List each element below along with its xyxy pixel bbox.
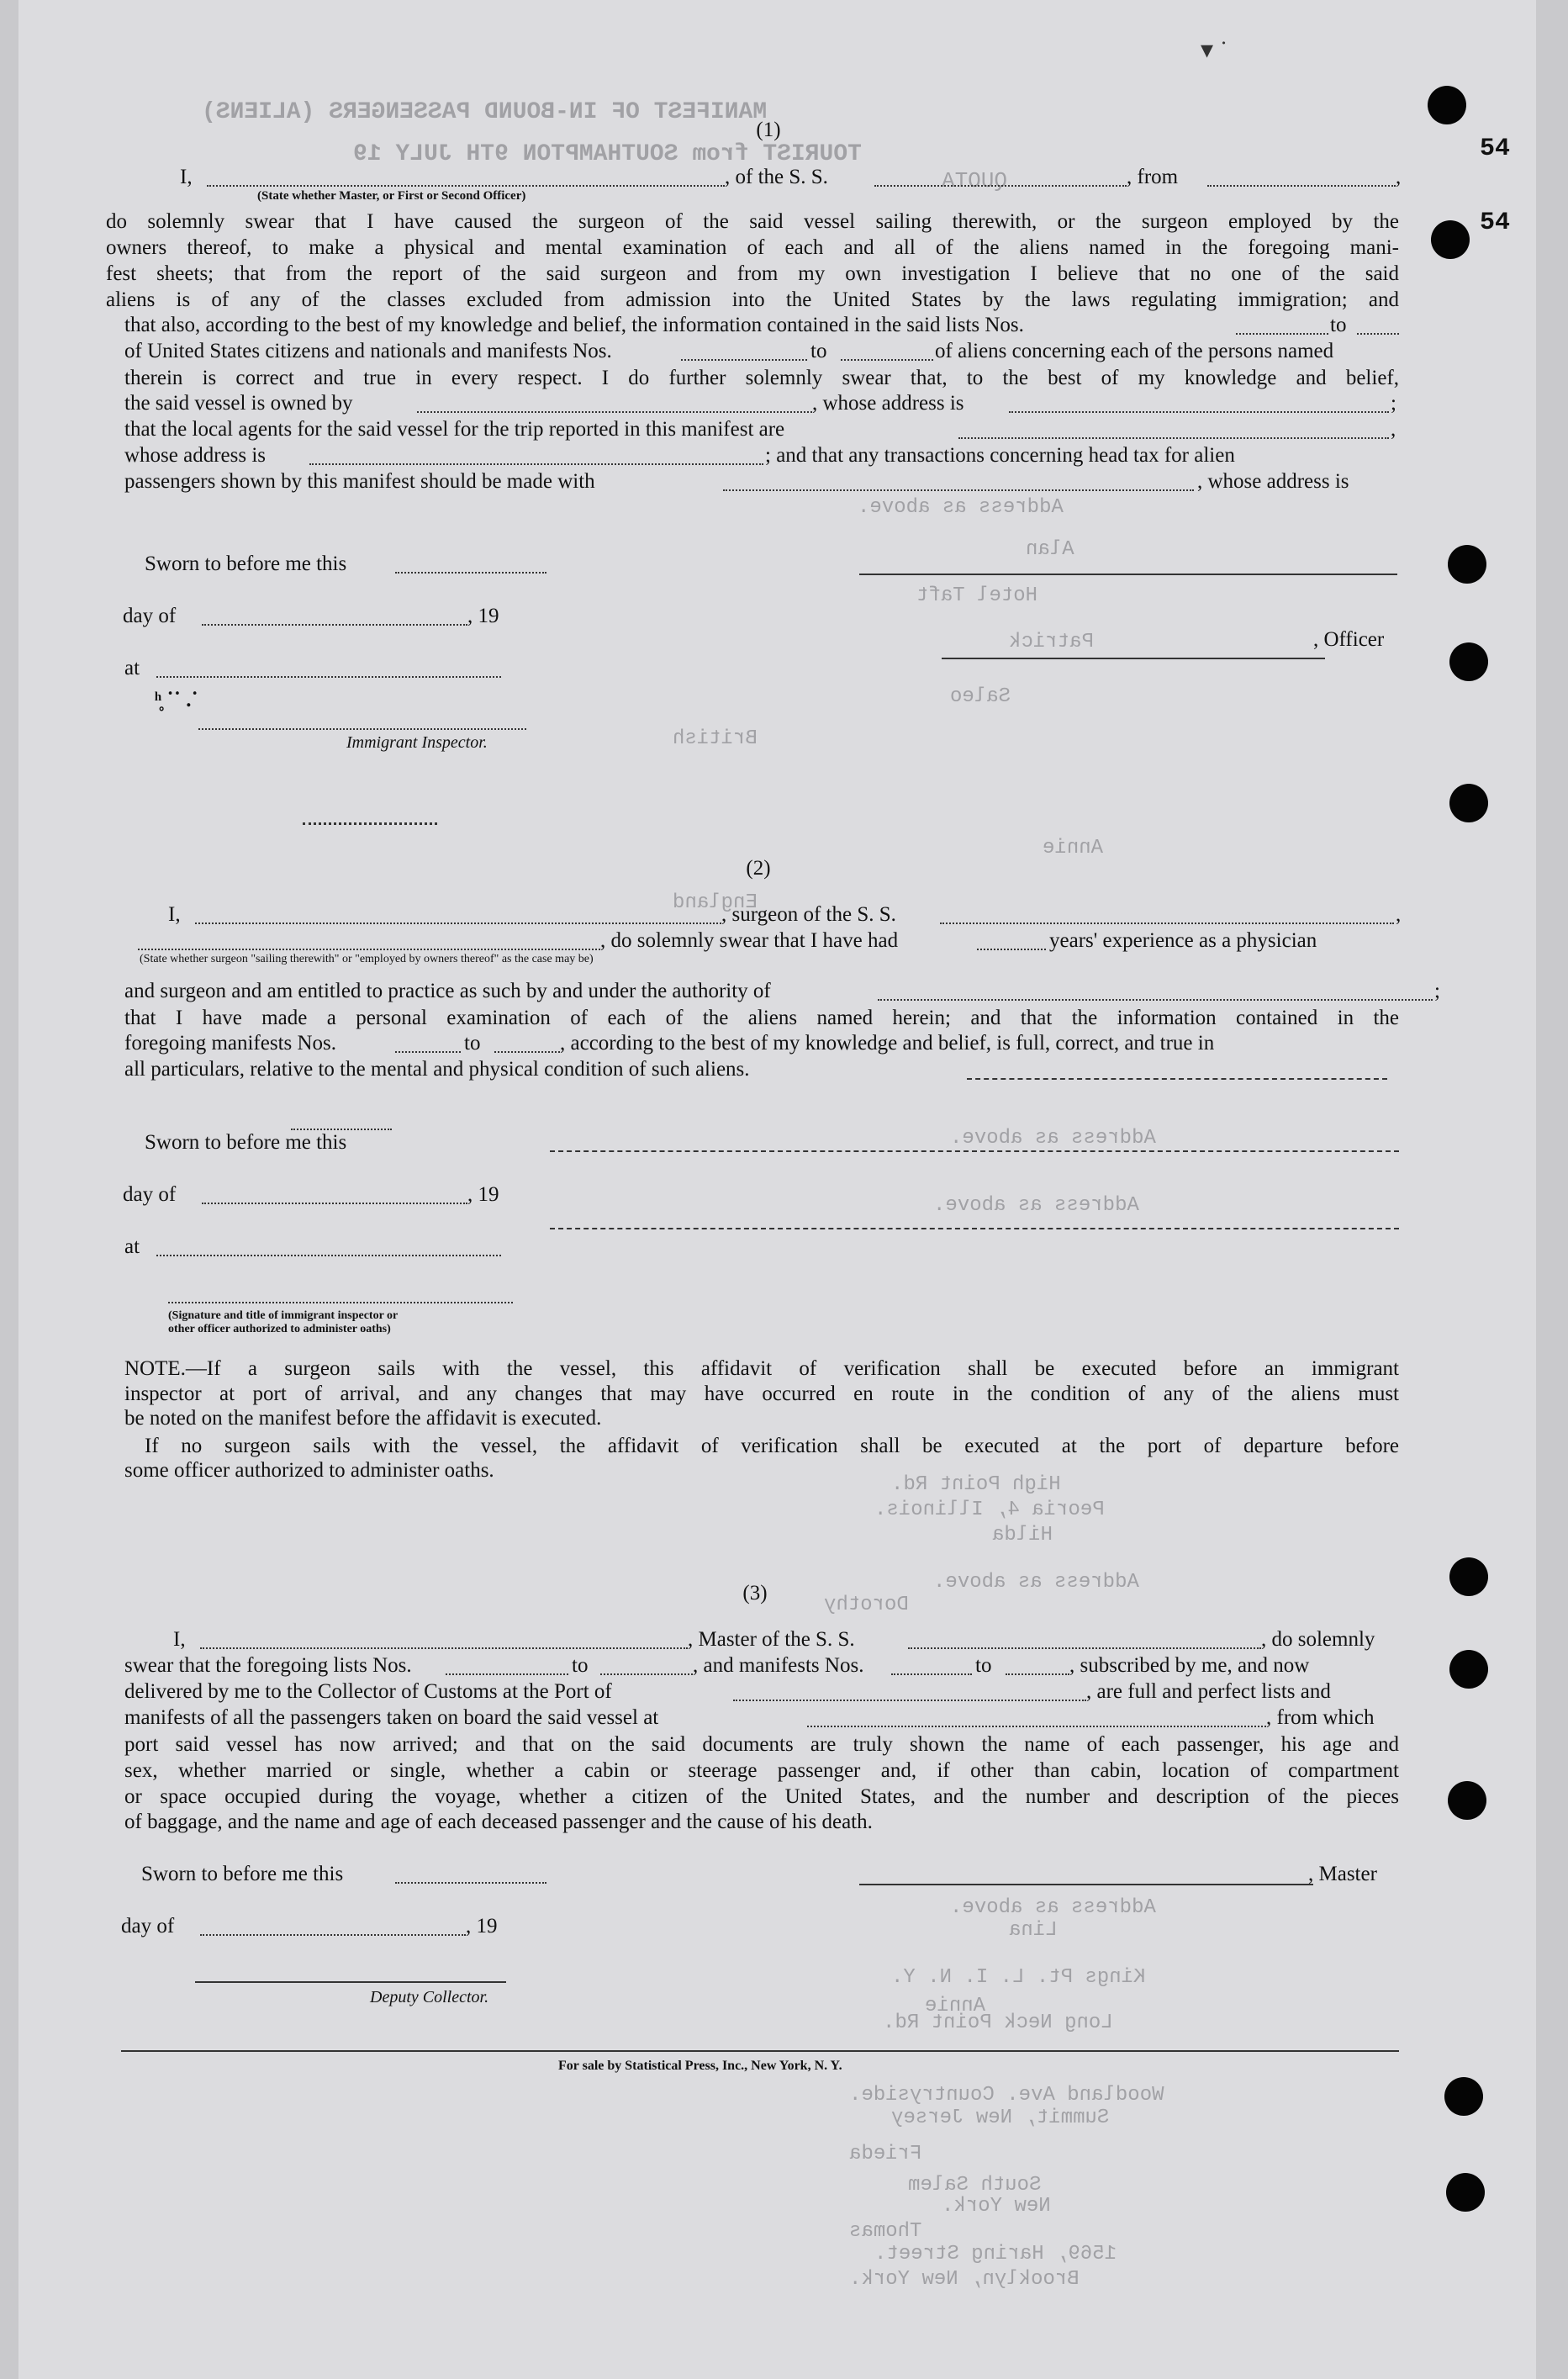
bleed-line: Long Neck Point Rd. [883, 2012, 1113, 2034]
surgeon-name-field[interactable] [195, 923, 721, 924]
s1-owned-line: the said vessel is owned by [124, 392, 353, 415]
s3-manifests-to-field[interactable] [1006, 1673, 1069, 1675]
header-bleed: QUOTA [942, 168, 1008, 193]
s3-manifests-from-field[interactable] [891, 1673, 972, 1675]
owner-address-field[interactable] [1009, 411, 1389, 413]
punch-hole [1449, 784, 1488, 822]
s1-sworn-field[interactable] [395, 572, 546, 574]
s1-at-label: at [124, 657, 140, 679]
bleed-line: Address as above. [950, 1127, 1156, 1150]
s2-signature-line[interactable] [168, 1302, 513, 1303]
punch-hole [1428, 86, 1466, 124]
lists-from-field[interactable] [1236, 333, 1328, 335]
agents-field[interactable] [958, 437, 1389, 439]
s1-whose-address: , whose address is [1197, 470, 1349, 493]
punch-hole [1449, 642, 1488, 681]
master-signature-line[interactable] [859, 1884, 1313, 1885]
bleed-line: Alan [1026, 538, 1074, 561]
punch-hole [1431, 220, 1470, 259]
s2-right-line [550, 1228, 1399, 1229]
s1-aliens-text: of aliens concerning each of the persons named [935, 340, 1334, 362]
s3-lists-from-field[interactable] [446, 1673, 568, 1675]
section-1-number: (1) [756, 119, 781, 141]
margin-number: 54 [1480, 135, 1511, 163]
footer-rule [121, 2050, 1399, 2052]
s3-ship-field[interactable] [908, 1647, 1261, 1649]
s2-sworn-field[interactable] [291, 1129, 392, 1130]
s1-manifests-line: of United States citizens and nationals and manifests Nos. [124, 340, 612, 362]
s2-sworn-label: Sworn to before me this [145, 1131, 347, 1154]
to-label: to [810, 340, 827, 362]
s2-at-label: at [124, 1235, 140, 1258]
from-port-field[interactable] [1207, 185, 1396, 187]
to-label: to [1330, 314, 1347, 336]
bleed-line: Peoria 4, Illinois. [874, 1499, 1105, 1521]
officer-signature-line[interactable] [859, 574, 1397, 575]
s2-manifests-line: foregoing manifests Nos. [124, 1032, 337, 1055]
s3-port-field[interactable] [733, 1700, 1086, 1701]
surgeon-status-field[interactable] [138, 949, 600, 950]
master-label: , Master [1308, 1863, 1377, 1885]
punch-hole [1448, 545, 1486, 584]
s3-sworn-label: Sworn to before me this [141, 1863, 344, 1885]
s1-para-line: aliens is of any of the classes excluded from admission into the United States by the laws regulating immigration; and [106, 288, 1399, 311]
inspector-signature-line[interactable] [198, 728, 526, 730]
s1-line1-from: , from [1127, 166, 1179, 188]
officer-label: , Officer [1313, 628, 1385, 651]
s2-note-line: NOTE.—If a surgeon sails with the vessel, this affidavit of verification shall be executed before an immigrant [124, 1357, 1399, 1380]
bleed-line: Brooklyn, New York. [849, 2268, 1080, 2291]
s1-para-line: do solemnly swear that I have caused the surgeon of the said vessel sailing therewith, or the surgeon employed by the [106, 210, 1399, 233]
bleed-line: High Point Rd. [891, 1473, 1061, 1496]
s2-swear-text: , do solemnly swear that I have had [600, 929, 899, 952]
bleed-line: Address as above. [950, 1896, 1156, 1919]
s1-dayof-label: day of [123, 605, 177, 627]
s1-agents-line: that the local agents for the said vessel for the trip reported in this manifest are [124, 418, 785, 441]
s3-day-field[interactable] [200, 1934, 466, 1936]
s2-para-line: that I have made a personal examination of each of the aliens named herein; and that the information contained in the [124, 1007, 1399, 1029]
s1-year-label: , 19 [467, 605, 499, 627]
s2-stray-line [967, 1078, 1387, 1080]
bleed-line: England [673, 891, 758, 914]
bleed-line: South Salem [908, 2174, 1042, 2197]
bleed-line: Annie [925, 1995, 986, 2017]
s1-line1-ship: , of the S. S. [725, 166, 828, 188]
s3-delivered-line: delivered by me to the Collector of Customs at the Port of [124, 1680, 612, 1703]
s1-head-tax-text: ; and that any transactions concerning head tax for alien [765, 444, 1235, 467]
s3-solemnly-text: , do solemnly [1261, 1628, 1375, 1651]
s2-surgeon-of: , surgeon of the S. S. [721, 903, 896, 926]
s2-manifests-from-field[interactable] [395, 1051, 461, 1053]
bleed-line: Annie [1043, 837, 1104, 859]
section-3-number: (3) [742, 1582, 768, 1605]
immigrant-inspector-label: Immigrant Inspector. [346, 733, 488, 752]
punch-hole [1449, 1650, 1488, 1689]
bleed-line: Address as above. [933, 1194, 1139, 1217]
s1-head-tax-line: passengers shown by this manifest should be made with [124, 470, 595, 493]
manifests-to-field[interactable] [841, 359, 933, 361]
footer-publisher: For sale by Statistical Press, Inc., New York, N. Y. [558, 2059, 842, 2073]
s3-subscribed-text: , subscribed by me, and now [1069, 1654, 1310, 1677]
s1-day-field[interactable] [202, 624, 467, 626]
s1-whose-address: , whose address is [812, 392, 964, 415]
s2-day-field[interactable] [202, 1203, 467, 1204]
bleed-line: Frieda [849, 2143, 922, 2165]
s2-practice-line: and surgeon and am entitled to practice as such by and under the authority of [124, 980, 771, 1002]
s2-note-line: inspector at port of arrival, and any changes that may have occurred en route in the condition of any of the aliens must [124, 1382, 1399, 1405]
s3-taken-line: manifests of all the passengers taken on board the said vessel at [124, 1706, 659, 1729]
manifests-from-field[interactable] [681, 359, 807, 361]
punch-hole [1446, 2173, 1485, 2212]
s2-manifests-to-field[interactable] [494, 1051, 560, 1053]
s2-note-line: If no surgeon sails with the vessel, the affidavit of verification shall be executed at the port of departure before [145, 1435, 1399, 1457]
section-2-number: (2) [746, 857, 771, 880]
s2-signature-note: (Signature and title of immigrant inspector or [168, 1309, 399, 1322]
semicolon: ; [1434, 980, 1440, 1002]
bleed-line: Lina [1009, 1919, 1058, 1942]
s2-year-label: , 19 [467, 1183, 499, 1206]
s3-manifests-text: , and manifests Nos. [693, 1654, 864, 1677]
bleed-line: Woodland Ave. Countryside. [849, 2084, 1164, 2107]
ship-name-field[interactable] [874, 185, 1127, 187]
s1-line1-i: I, [180, 166, 193, 188]
s3-line1-i: I, [173, 1628, 186, 1651]
s3-sworn-field[interactable] [395, 1882, 546, 1884]
to-label: to [975, 1654, 992, 1677]
owner-field[interactable] [417, 411, 812, 413]
s1-mark: ʰ̥ ˙˙ .˙ [155, 689, 198, 711]
semicolon: ; [1391, 392, 1396, 415]
s1-at-field[interactable] [156, 676, 501, 678]
s3-para-line: port said vessel has now arrived; and that on the said documents are truly shown the name of each passenger, his age and [124, 1733, 1399, 1756]
bleed-line: Kings Pt. L. I. N. Y. [891, 1966, 1146, 1989]
s2-years-text: years' experience as a physician [1049, 929, 1317, 952]
head-tax-party-field[interactable] [723, 489, 1194, 491]
header-bleed: TOURIST from SOUTHAMPTON 9TH JULY 19 [353, 141, 862, 167]
s1-para-line: therein is correct and true in every respect. I do further solemnly swear that, to the best of my knowledge and belief, [124, 367, 1399, 389]
s1-para-line: fest sheets; that from the report of the said surgeon and from my own investigation I believe that no one of the said [106, 262, 1399, 285]
deputy-collector-label: Deputy Collector. [370, 1988, 489, 2006]
comma: , [1391, 418, 1396, 441]
to-label: to [464, 1032, 481, 1055]
years-experience-field[interactable] [977, 949, 1046, 950]
s3-year-label: , 19 [466, 1915, 498, 1938]
s2-according-text: , according to the best of my knowledge and belief, is full, correct, and true in [560, 1032, 1215, 1055]
comma: , [1396, 166, 1402, 188]
s2-note-line: some officer authorized to administer oaths. [124, 1459, 494, 1482]
authority-field[interactable] [878, 999, 1433, 1001]
s2-at-field[interactable] [156, 1255, 501, 1256]
to-label: to [572, 1654, 589, 1677]
punch-hole [1444, 2077, 1483, 2116]
header-bleed: MANIFEST OF IN-BOUND PASSENGERS (ALIENS) [202, 99, 768, 125]
bleed-line: Saleo [950, 685, 1011, 708]
bleed-line: Dorothy [824, 1594, 909, 1616]
s1-para-line: owners thereof, to make a physical and mental examination of each and all of the aliens named in the foregoing mani- [106, 236, 1399, 259]
agents-address-field[interactable] [309, 463, 763, 465]
s3-para-line: sex, whether married or single, whether a cabin or steerage passenger and, if other than cabin, location of compartment [124, 1759, 1399, 1782]
s1-stray-dots [303, 822, 437, 825]
binding-mark: ▾ ˙ [1201, 36, 1228, 64]
s3-dayof-label: day of [121, 1915, 175, 1938]
bleed-line: Summit, New Jersey [891, 2107, 1110, 2129]
s1-master-note: (State whether Master, or First or Second Officer) [257, 189, 526, 203]
master-name-field[interactable] [207, 185, 725, 187]
s3-master-of: , Master of the S. S. [688, 1628, 855, 1651]
bleed-line: Address as above. [933, 1571, 1139, 1594]
officer-title-line[interactable] [942, 658, 1325, 659]
bleed-line: Hilda [992, 1524, 1053, 1546]
s2-right-line [550, 1150, 1399, 1152]
bleed-line: British [673, 727, 758, 750]
s3-from-which-text: , from which [1266, 1706, 1375, 1729]
bleed-line: Patrick [1009, 631, 1094, 653]
s2-note-line: be noted on the manifest before the affidavit is executed. [124, 1407, 602, 1430]
s2-particulars-line: all particulars, relative to the mental and physical condition of such aliens. [124, 1058, 750, 1081]
s2-line1-i: I, [168, 903, 181, 926]
lists-to-field[interactable] [1357, 333, 1399, 335]
s3-master-name-field[interactable] [200, 1647, 688, 1649]
s3-para-line: of baggage, and the name and age of each deceased passenger and the cause of his death. [124, 1811, 873, 1833]
s2-dayof-label: day of [123, 1183, 177, 1206]
s3-departure-port-field[interactable] [807, 1726, 1266, 1727]
bleed-line: Hotel Taft [916, 584, 1038, 607]
punch-hole [1449, 1557, 1488, 1596]
s1-lists-line: that also, according to the best of my knowledge and belief, the information contained in the said lists Nos. [124, 314, 1024, 336]
s2-ship-field[interactable] [940, 923, 1394, 924]
s3-lists-to-field[interactable] [600, 1673, 693, 1675]
comma: , [1396, 903, 1402, 926]
s3-lists-line: swear that the foregoing lists Nos. [124, 1654, 412, 1677]
s1-sworn-label: Sworn to before me this [145, 552, 347, 575]
bleed-line: Address as above. [858, 496, 1064, 519]
s3-full-perfect-text: , are full and perfect lists and [1086, 1680, 1331, 1703]
bleed-line: New York. [942, 2195, 1051, 2218]
collector-signature-line[interactable] [195, 1981, 506, 1983]
bleed-line: 1569, Haring Street. [874, 2243, 1117, 2265]
punch-hole [1448, 1781, 1486, 1820]
bleed-line: Thomas [849, 2220, 922, 2243]
s3-para-line: or space occupied during the voyage, whether a citizen of the United States, and the number and description of the pieces [124, 1785, 1399, 1808]
s1-agents-address: whose address is [124, 444, 267, 467]
s2-surgeon-note: (State whether surgeon "sailing therewith" or "employed by owners thereof" as the case may be) [140, 953, 594, 965]
s2-signature-note: other officer authorized to administer oaths) [168, 1323, 391, 1335]
margin-number: 54 [1480, 209, 1511, 237]
